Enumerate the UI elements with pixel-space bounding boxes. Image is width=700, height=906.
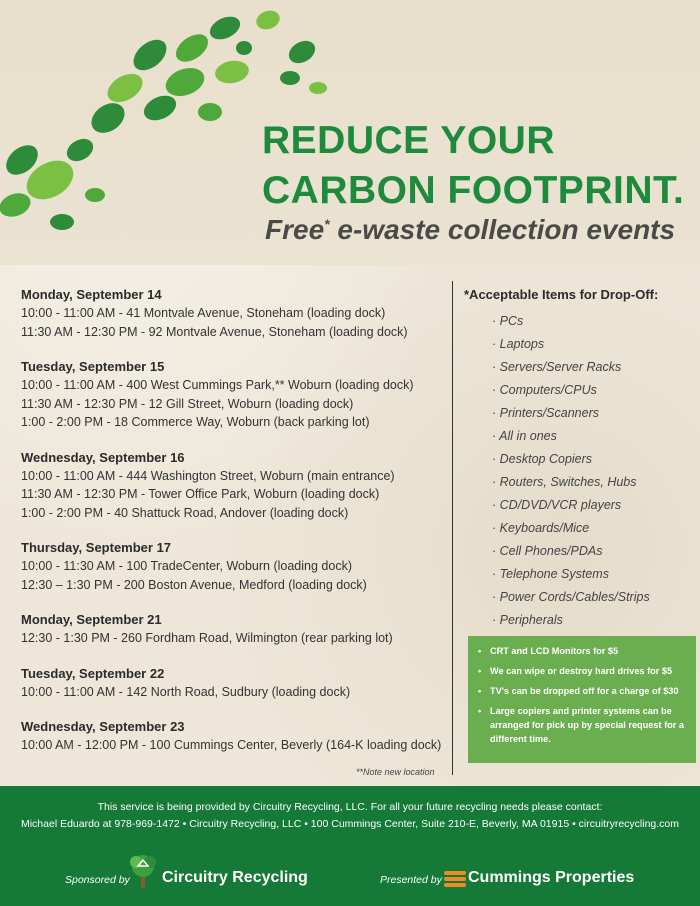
event-line: 11:30 AM - 12:30 PM - 12 Gill Street, Woburn (loading dock): [21, 396, 354, 411]
event-line: 1:00 - 2:00 PM - 18 Commerce Way, Woburn (back parking lot): [21, 415, 370, 429]
fee-bullet: • CRT and LCD Monitors for $5: [478, 644, 686, 658]
acceptable-item: · Desktop Copiers: [492, 452, 593, 466]
sponsor-name: Circuitry Recycling: [162, 869, 308, 886]
acceptable-item: · Power Cords/Cables/Strips: [492, 590, 650, 604]
acceptable-item: · CD/DVD/VCR players: [492, 498, 622, 512]
acceptable-item: · Peripherals: [492, 613, 563, 627]
schedule-day: [21, 611, 451, 648]
acceptable-item: · PCs: [492, 314, 524, 328]
footer-line-1: This service is being provided by Circuitry Recycling, LLC. For all your future recycling needs please contact:: [97, 801, 603, 813]
event-line: 12:30 - 1:30 PM - 260 Fordham Road, Wilmington (rear parking lot): [21, 631, 393, 645]
fees-info-box: [468, 636, 696, 763]
sponsored-by-label: Sponsored by: [65, 874, 130, 886]
acceptable-item: · Telephone Systems: [492, 567, 609, 581]
schedule-day: [21, 358, 451, 432]
column-divider: [452, 281, 453, 775]
schedule-day: [21, 539, 451, 594]
acceptable-items-title: *Acceptable Items for Drop-Off:: [464, 287, 659, 302]
schedule-day: [21, 718, 451, 755]
day-title: Thursday, September 17: [21, 540, 172, 555]
footer-contact: [0, 799, 700, 833]
headline: [262, 116, 684, 216]
day-title: Tuesday, September 22: [21, 665, 165, 681]
schedule-day: [21, 665, 451, 702]
day-title: Tuesday, September 15: [21, 359, 165, 374]
subheadline: [265, 214, 675, 246]
fee-bullet: • TV's can be dropped off for a charge of $30: [478, 684, 686, 698]
event-line: 12:30 – 1:30 PM - 200 Boston Avenue, Medford (loading dock): [21, 577, 367, 592]
event-line: 10:00 - 11:00 AM - 400 West Cummings Park,** Woburn (loading dock): [21, 378, 414, 392]
acceptable-item: · Printers/Scanners: [492, 406, 599, 420]
event-line: 1:00 - 2:00 PM - 40 Shattuck Road, Andover (loading dock): [21, 505, 349, 520]
fee-bullet: • Large copiers and printer systems can be arranged for pick up by special request for a different time.: [478, 704, 686, 746]
subhead-rest: e-waste collection events: [329, 214, 676, 245]
presenter-name: Cummings Properties: [468, 869, 635, 886]
acceptable-item: · Servers/Server Racks: [492, 360, 622, 374]
new-location-note: **Note new location: [356, 767, 435, 777]
day-title: Wednesday, September 16: [21, 449, 185, 465]
event-line: 11:30 AM - 12:30 PM - Tower Office Park, Woburn (loading dock): [21, 487, 380, 501]
recycling-tree-icon: [128, 852, 158, 890]
day-title: Monday, September 21: [21, 612, 162, 627]
acceptable-item: · Routers, Switches, Hubs: [492, 475, 637, 489]
subhead-asterisk: *: [324, 216, 330, 232]
fee-bullet: • We can wipe or destroy hard drives for $5: [478, 664, 686, 678]
acceptable-item: · All in ones: [492, 429, 557, 443]
event-schedule: [21, 286, 451, 772]
event-line: 11:30 AM - 12:30 PM - 92 Montvale Avenue, Stoneham (loading dock): [21, 324, 408, 339]
event-line: 10:00 - 11:00 AM - 444 Washington Street, Woburn (main entrance): [21, 468, 395, 483]
footer-line-2: Michael Eduardo at 978-969-1472 • Circuitry Recycling, LLC • 100 Cummings Center, Suite 210-E, Beverly, MA 01915 • circuitryrecycling.com: [20, 818, 680, 830]
event-line: 10:00 - 11:00 AM - 41 Montvale Avenue, Stoneham (loading dock): [21, 306, 386, 320]
presented-by-label: Presented by: [380, 874, 442, 886]
headline-line-2: CARBON FOOTPRINT.: [262, 169, 685, 212]
acceptable-item: · Cell Phones/PDAs: [492, 544, 603, 558]
day-title: Monday, September 14: [21, 287, 162, 302]
sponsor-row: [0, 848, 700, 896]
schedule-day: [21, 286, 451, 341]
acceptable-item: · Computers/CPUs: [492, 383, 597, 397]
event-line: 10:00 - 11:30 AM - 100 TradeCenter, Woburn (loading dock): [21, 559, 352, 573]
event-line: 10:00 AM - 12:00 PM - 100 Cummings Center, Beverly (164-K loading dock): [21, 738, 442, 752]
schedule-day: [21, 449, 451, 523]
acceptable-item: · Keyboards/Mice: [492, 521, 590, 535]
event-line: 10:00 - 11:00 AM - 142 North Road, Sudbury (loading dock): [21, 684, 351, 699]
acceptable-items: [464, 287, 694, 632]
cummings-logo-icon: [444, 870, 466, 888]
subhead-free: Free: [265, 214, 325, 245]
day-title: Wednesday, September 23: [21, 719, 185, 734]
headline-line-1: REDUCE YOUR: [262, 119, 555, 162]
acceptable-item: · Laptops: [492, 337, 545, 351]
